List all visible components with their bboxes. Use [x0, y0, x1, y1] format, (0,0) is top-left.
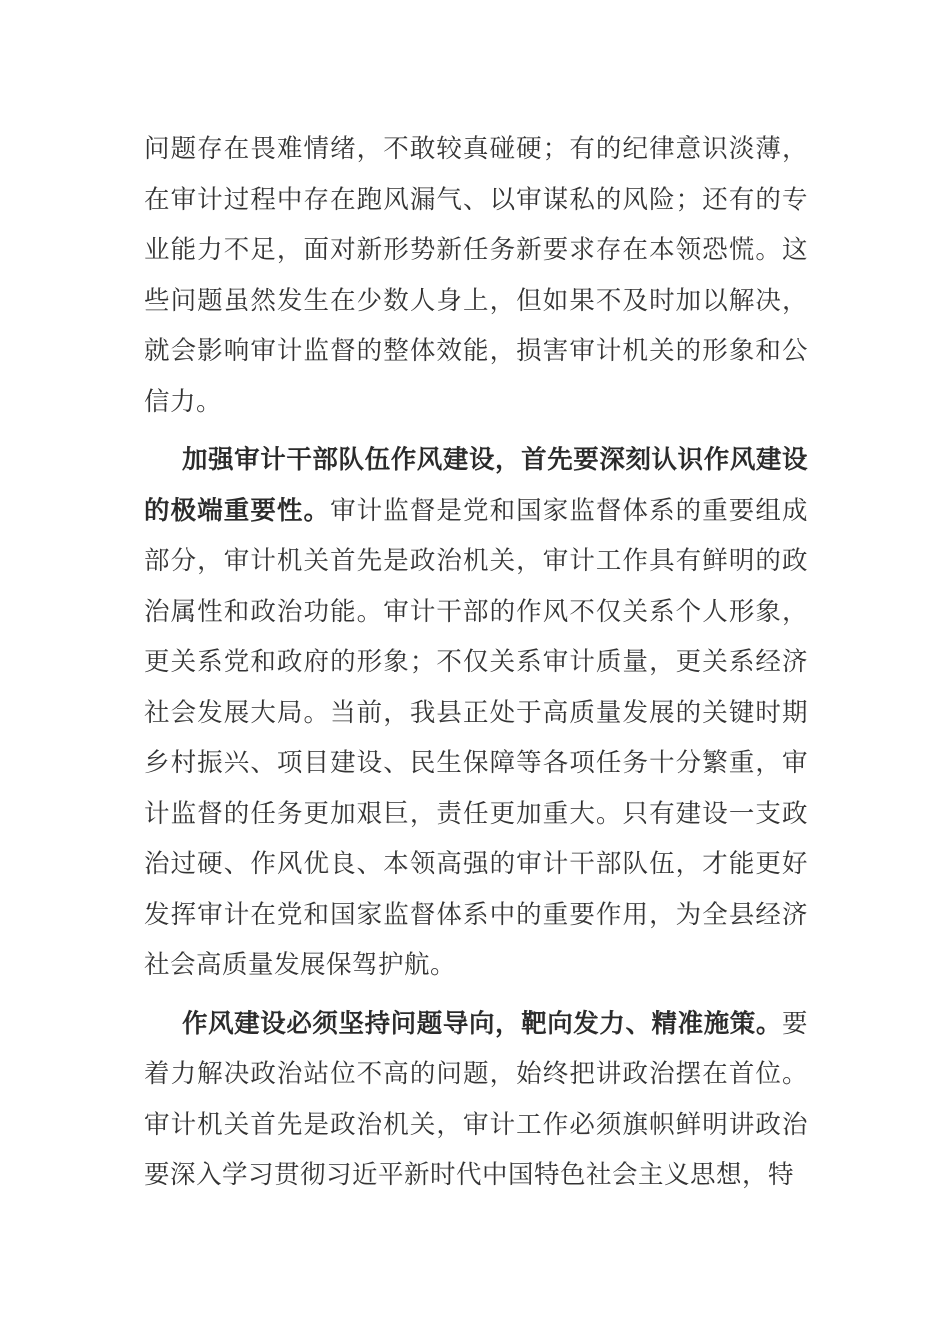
paragraph-2-text: 审计监督是党和国家监督体系的重要组成部分，审计机关首先是政治机关，审计工作具有鲜明的政治属性和政治功能。审计干部的作风不仅关系个人形象，更关系党和政府的形象；不仅关系审计质量，更关系经济社会发展大局。当前，我县正处于高质量发展的关键时期乡村振兴、项目建设、民生保障等各项任务十分繁重，审计监督的任务更加艰巨，责任更加重大。只有建设一支政治过硬、作风优良、本领高强的审计干部队伍，才能更好发挥审计在党和国家监督体系中的重要作用，为全县经济社会高质量发展保驾护航。: [144, 495, 808, 980]
paragraph-1: [144, 124, 808, 427]
paragraph-1-text: 问题存在畏难情绪，不敢较真碰硬；有的纪律意识淡薄，在审计过程中存在跑风漏气、以审谋私的风险；还有的专业能力不足，面对新形势新任务新要求存在本领恐慌。这些问题虽然发生在少数人身上，但如果不及时加以解决，就会影响审计监督的整体效能，损害审计机关的形象和公信力。: [144, 134, 808, 417]
paragraph-3: [144, 999, 808, 1201]
paragraph-3-text: 要着力解决政治站位不高的问题，始终把讲政治摆在首位。审计机关首先是政治机关，审计工作必须旗帜鲜明讲政治要深入学习贯彻习近平新时代中国特色社会主义思想，特: [144, 1008, 808, 1190]
paragraph-2-lead: 加强审计干部队伍作风建设，首先要深刻认识作风建设的极端重要性。: [144, 445, 808, 526]
paragraph-2: [144, 435, 808, 991]
paragraph-3-lead: 作风建设必须坚持问题导向，靶向发力、精准施策。: [182, 1008, 782, 1039]
document-body: [144, 124, 808, 1201]
